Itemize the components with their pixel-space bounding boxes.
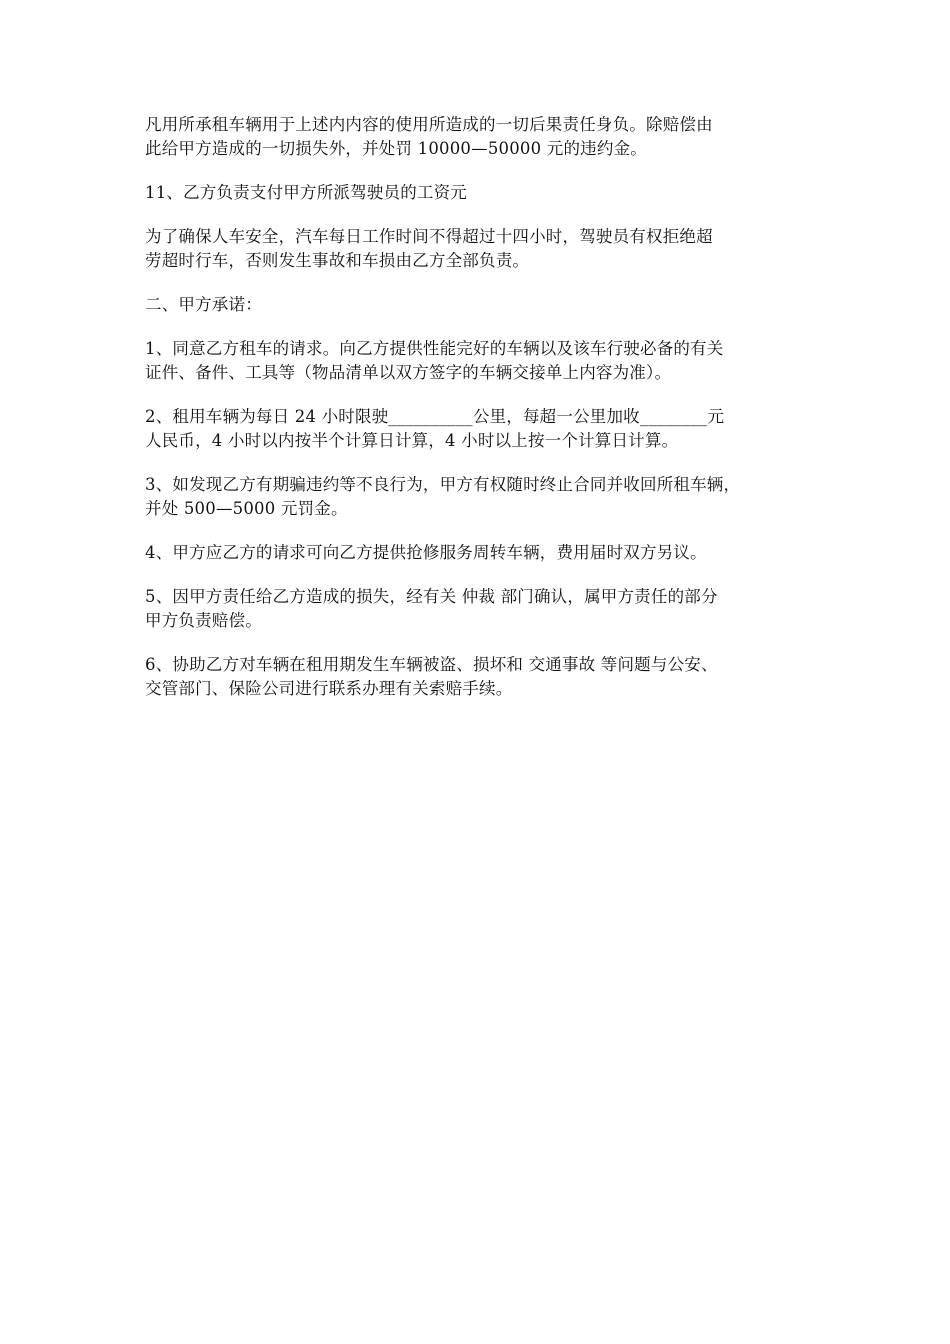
paragraph-commitment-6: 6、协助乙方对车辆在租用期发生车辆被盗、损坏和 交通事故 等问题与公安、 交管部门、保险公司进行联系办理有关索赔手续。: [145, 655, 718, 698]
paragraph-penalty-clause: 凡用所承租车辆用于上述内内容的使用所造成的一切后果责任身负。除赔偿由 此给甲方造成的一切损失外，并处罚 10000—50000 元的违约金。: [145, 115, 713, 158]
paragraph-commitment-4: 4、甲方应乙方的请求可向乙方提供抢修服务周转车辆，费用届时双方另议。: [145, 543, 707, 562]
paragraph-driver-salary: 11、乙方负责支付甲方所派驾驶员的工资元: [145, 183, 467, 202]
section-heading-party-a-commitments: 二、甲方承诺：: [145, 295, 262, 314]
paragraph-commitment-1: 1、同意乙方租车的请求。向乙方提供性能完好的车辆以及该车行驶必备的有关 证件、备件、工具等（物品清单以双方签字的车辆交接单上内容为准）。: [145, 339, 724, 382]
paragraph-commitment-5: 5、因甲方责任给乙方造成的损失，经有关 仲裁 部门确认，属甲方责任的部分 甲方负责赔偿。: [145, 587, 718, 630]
paragraph-commitment-3: 3、如发现乙方有期骗违约等不良行为，甲方有权随时终止合同并收回所租车辆， 并处 500—5000 元罚金。: [145, 475, 741, 518]
paragraph-commitment-2: 2、租用车辆为每日 24 小时限驶__________公里，每超一公里加收________元 人民币，4 小时以内按半个计算日计算，4 小时以上按一个计算日计算。: [145, 407, 725, 450]
paragraph-safety-hours: 为了确保人车安全，汽车每日工作时间不得超过十四小时，驾驶员有权拒绝超 劳超时行车，否则发生事故和车损由乙方全部负责。: [145, 227, 713, 270]
document-body: [145, 113, 825, 721]
